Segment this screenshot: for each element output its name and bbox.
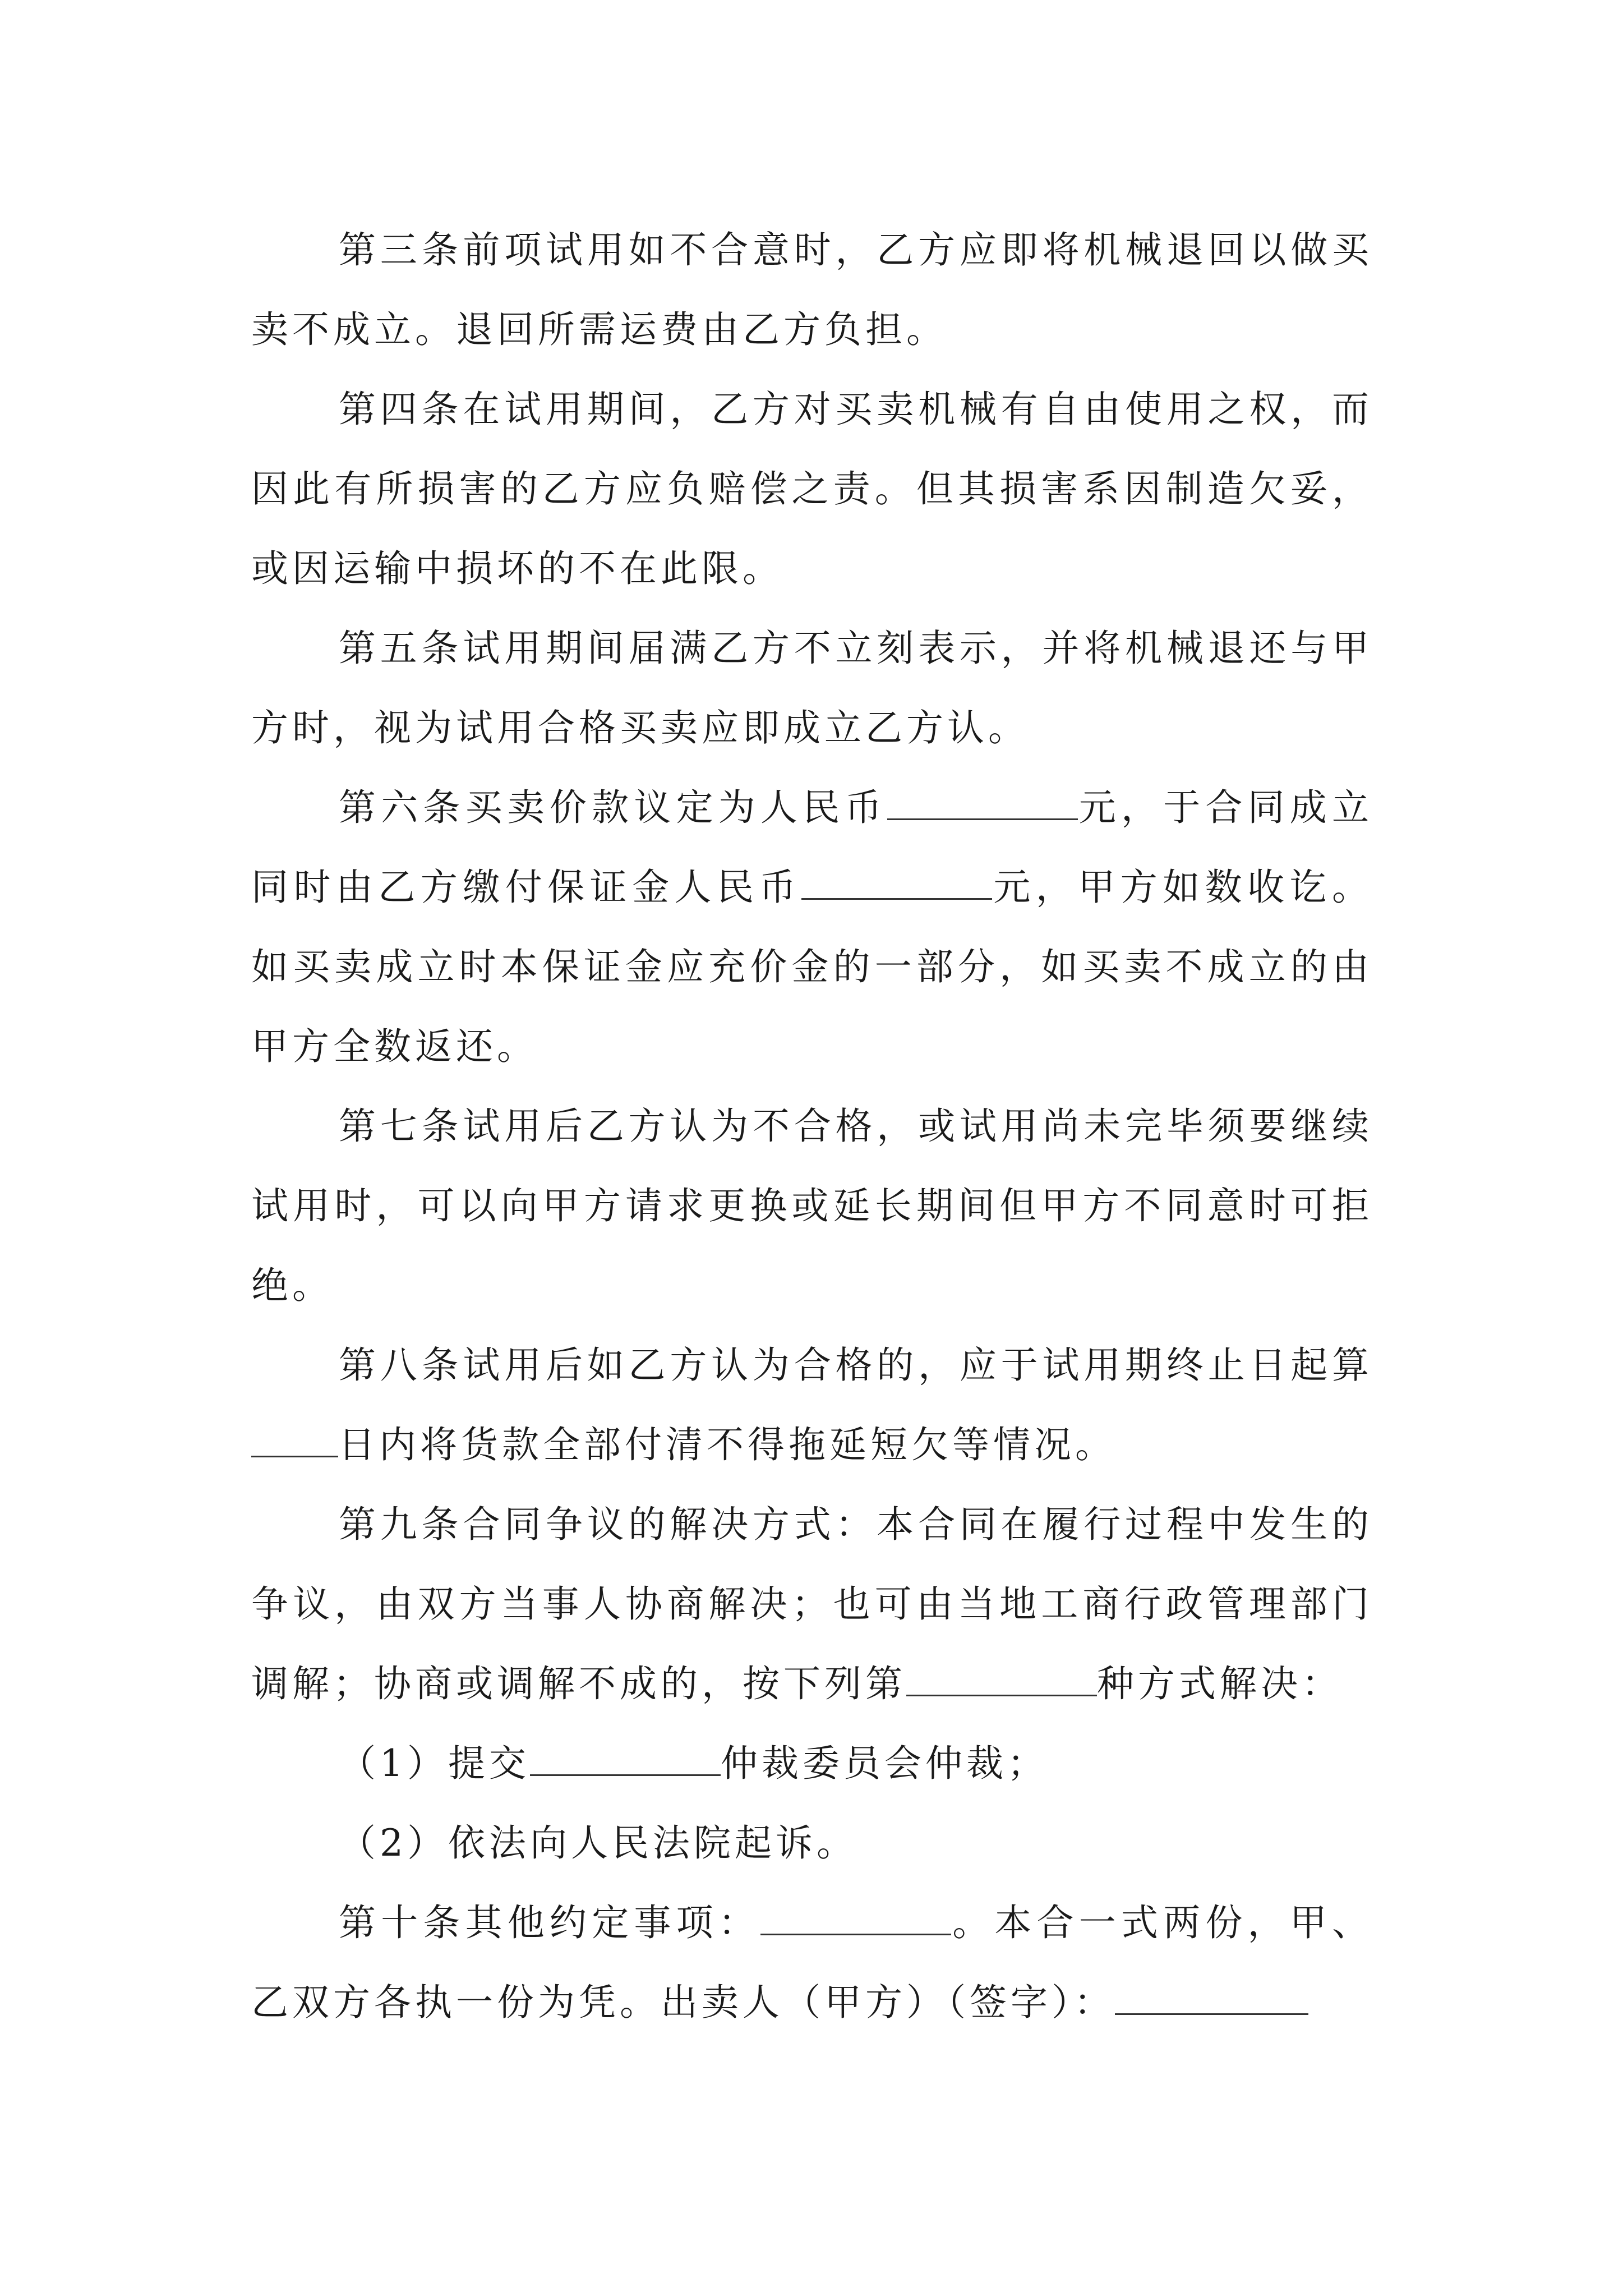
payment-days-blank[interactable]: [251, 1420, 338, 1457]
contract-page: [251, 210, 1373, 2042]
article-7-text: 第七条试用后乙方认为不合格，或试用尚未完毕须要继续试用时，可以向甲方请求更换或延长期间但甲方不同意时可拒绝。: [251, 1105, 1373, 1307]
article-8-text-part1: 第八条试用后如乙方认为合格的，应于试用期终止日起算: [339, 1343, 1373, 1387]
seller-signature-blank[interactable]: [1115, 1978, 1308, 2015]
court-option: [251, 1803, 1373, 1883]
article-10-text-part2: 。本合一式两份，甲、乙双方各执一份为凭。出卖人（甲方）（签字）：: [251, 1901, 1373, 2024]
article-6-paragraph: [251, 768, 1373, 1087]
article-6-text-part3: 元，甲方如数收讫。如买卖成立时本保证金应充价金的一部分，如买卖不成立的由甲方全数返还。: [251, 866, 1373, 1068]
article-10-paragraph: [251, 1883, 1373, 2042]
article-5-paragraph: [251, 609, 1373, 768]
article-9-text-part2: 种方式解决：: [1097, 1662, 1343, 1705]
court-option-text: （2）依法向人民法院起诉。: [339, 1821, 857, 1865]
article-3-text: 第三条前项试用如不合意时，乙方应即将机械退回以做买卖不成立。退回所需运费由乙方负担。: [251, 228, 1373, 351]
arbitration-option: [251, 1724, 1373, 1803]
deposit-blank[interactable]: [801, 863, 992, 900]
article-7-paragraph: [251, 1087, 1373, 1326]
article-4-paragraph: [251, 370, 1373, 609]
article-8-text-part2: 日内将货款全部付清不得拖延短欠等情况。: [338, 1423, 1116, 1466]
article-9-paragraph: [251, 1485, 1373, 1724]
article-9-text-part1: 第九条合同争议的解决方式：本合同在履行过程中发生的争议，由双方当事人协商解决；也可由当地工商行政管理部门调解；协商或调解不成的，按下列第: [251, 1503, 1373, 1705]
other-matters-blank[interactable]: [760, 1898, 951, 1935]
dispute-method-blank[interactable]: [906, 1659, 1097, 1696]
article-6-text-part2: 元，于合同成立同时由乙方缴付保证金人民币: [251, 786, 1373, 909]
article-10-text-part1: 第十条其他约定事项：: [339, 1901, 760, 1944]
article-5-text: 第五条试用期间届满乙方不立刻表示，并将机械退还与甲方时，视为试用合格买卖应即成立乙方认。: [251, 627, 1373, 749]
arbitration-option-prefix: （1）提交: [339, 1742, 530, 1785]
article-3-paragraph: [251, 210, 1373, 370]
arbitration-commission-blank[interactable]: [530, 1739, 721, 1776]
article-6-text-part1: 第六条买卖价款议定为人民币: [339, 786, 887, 829]
article-4-text: 第四条在试用期间，乙方对买卖机械有自由使用之权，而因此有所损害的乙方应负赔偿之责。但其损害系因制造欠妥，或因运输中损坏的不在此限。: [251, 388, 1373, 590]
article-8-paragraph: [251, 1326, 1373, 1485]
arbitration-option-suffix: 仲裁委员会仲裁；: [721, 1742, 1048, 1785]
price-blank[interactable]: [887, 783, 1078, 820]
